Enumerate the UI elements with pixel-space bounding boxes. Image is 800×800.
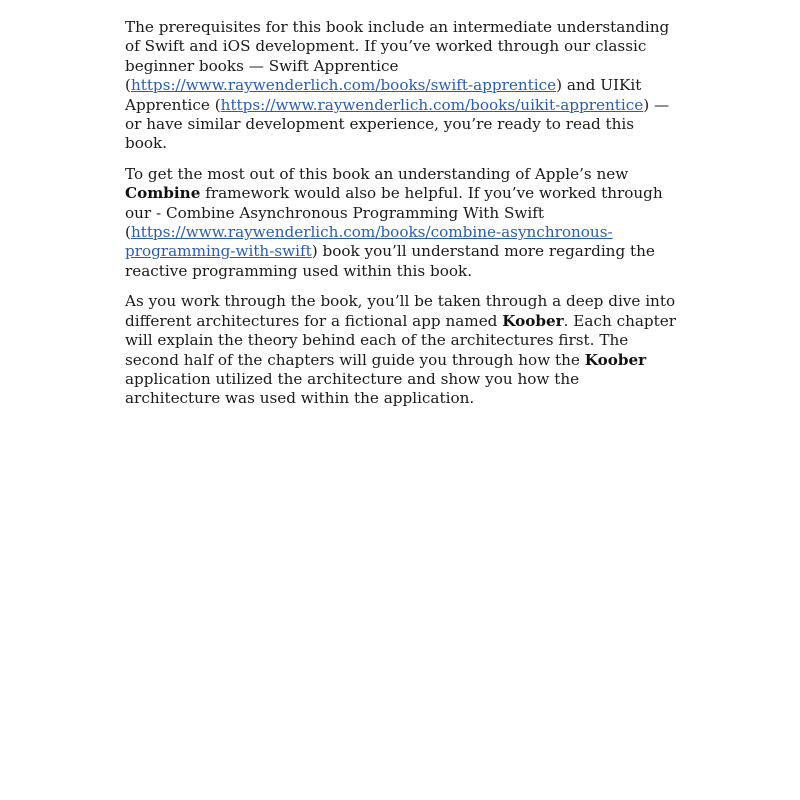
- koober-term: Koober: [584, 350, 647, 369]
- paragraph-text: application utilized the architecture and show you how the architecture was used within the application.: [125, 369, 580, 408]
- paragraph-text: ) and UIKit Apprentice (: [125, 76, 642, 114]
- paragraph-prerequisites: [125, 18, 677, 154]
- koober-term: Koober: [502, 311, 564, 330]
- paragraph-architecture: [125, 292, 677, 408]
- paragraph-text: framework would also be helpful. If you’ve worked through our - Combine Asynchronous Programming With Swift (: [125, 184, 663, 242]
- paragraph-text: The prerequisites for this book include an intermediate understanding of Swift and iOS development. If you’ve worked through our classic beginner books — Swift Apprentice (: [125, 18, 670, 95]
- paragraph-text: ) book you’ll understand more regarding the reactive programming used within this book.: [125, 242, 655, 280]
- paragraph-text: . Each chapter will explain the theory behind each of the architectures first. The second half of the chapters will guide you through how the: [125, 311, 676, 369]
- uikit-apprentice-link[interactable]: https://www.raywenderlich.com/books/uikit-apprentice: [220, 95, 644, 114]
- paragraph-combine: [125, 165, 677, 281]
- combine-book-link[interactable]: https://www.raywenderlich.com/books/combine-asynchronous-programming-with-swift: [125, 223, 613, 261]
- paragraph-text: To get the most out of this book an understanding of Apple’s new: [125, 164, 629, 183]
- combine-term: Combine: [125, 184, 201, 203]
- document-body: [125, 18, 677, 420]
- swift-apprentice-link[interactable]: https://www.raywenderlich.com/books/swift-apprentice: [130, 76, 557, 95]
- paragraph-text: As you work through the book, you’ll be taken through a deep dive into different architectures for a fictional app named: [125, 292, 676, 330]
- paragraph-text: ) — or have similar development experience, you’re ready to read this book.: [125, 95, 670, 153]
